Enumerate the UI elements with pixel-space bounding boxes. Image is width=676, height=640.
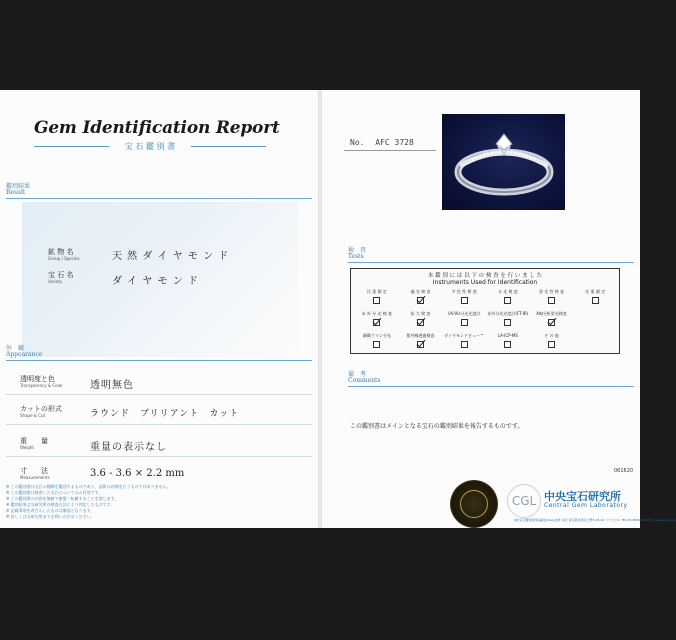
- instrument-cell: [442, 289, 486, 307]
- instrument-label: 拡 大 検 査: [410, 311, 431, 316]
- appearance-row-label: 寸 法: [20, 467, 48, 475]
- instrument-cell: [399, 333, 443, 351]
- appearance-row-label: 重 量: [20, 437, 48, 445]
- lab-address: (株)宝石鑑別団体協議会(AGL)会員 本社 東京都台東区上野5-15-14 ミヤビビル TEL.03-3836-1627(代) www.cgl.co.jp: [514, 518, 676, 522]
- comments-label-jp: 備 考: [348, 371, 367, 378]
- instrument-cell: [486, 311, 530, 329]
- checked-checkbox: [417, 319, 424, 326]
- instrument-label: 比 重 測 定: [585, 289, 606, 294]
- empty-checkbox: [504, 341, 511, 348]
- instrument-label: LA-ICP-MS: [497, 333, 518, 338]
- ring-photo: [442, 114, 565, 210]
- instrument-cell: [399, 311, 443, 329]
- instrument-label: 多 色 性 検 査: [451, 289, 477, 294]
- instrument-label: そ の 他: [544, 333, 559, 338]
- variety-value: ダ イ ヤ モ ン ド: [112, 276, 199, 287]
- result-label-jp: 鑑別結果: [6, 183, 31, 190]
- empty-checkbox: [548, 341, 555, 348]
- instruments-table: [350, 268, 620, 354]
- variety-label: 宝 石 名: [48, 271, 74, 279]
- report-subtitle: 宝 石 鑑 別 書: [34, 141, 266, 152]
- comments-label-en: Comments: [348, 377, 381, 384]
- variety-sub: Variety: [48, 279, 63, 284]
- transparency-value: 透明無色: [90, 380, 134, 391]
- empty-checkbox: [504, 297, 511, 304]
- note: ※ 記載事項を改ざんしたものは無効となります。: [6, 508, 95, 513]
- checked-checkbox: [417, 297, 424, 304]
- comments-divider: [348, 386, 634, 387]
- instrument-label: [573, 311, 617, 317]
- instrument-label: 赤外分光光度計(FT-IR): [487, 311, 529, 316]
- empty-checkbox: [373, 297, 380, 304]
- note: ※ この鑑別書の内容を無断で複製・転載することを禁じます。: [6, 496, 119, 501]
- report-title: Gem Identification Report: [34, 118, 280, 138]
- comment-text: この鑑別書はメインとなる宝石の鑑別結果を報告するものです。: [350, 423, 524, 430]
- instrument-cell: [355, 333, 399, 351]
- row-divider: [6, 456, 312, 457]
- checked-checkbox: [373, 319, 380, 326]
- appearance-row-sub: Transparency & Color: [20, 383, 63, 388]
- empty-checkbox: [504, 319, 511, 326]
- checked-checkbox: [548, 319, 555, 326]
- instrument-label: 偏 光 検 査: [410, 289, 431, 294]
- appearance-divider: [6, 360, 312, 361]
- note: ※ 詳しくは当研究所までお問い合わせください。: [6, 514, 95, 519]
- note: ※ この鑑別書は宝石の種類を鑑別するものであり、品質の評価を行うものではありません。: [6, 484, 171, 489]
- empty-checkbox: [461, 319, 468, 326]
- instrument-cell: [573, 333, 617, 351]
- instrument-label: 比 重 測 定: [366, 289, 387, 294]
- instrument-cell: [355, 289, 399, 307]
- empty-checkbox: [592, 297, 599, 304]
- appearance-row-sub: Weight: [20, 445, 34, 450]
- appearance-row-sub: Shape & Cut: [20, 413, 46, 418]
- empty-checkbox: [548, 297, 555, 304]
- appearance-label-en: Appearance: [6, 351, 43, 358]
- instrument-cell: [486, 333, 530, 351]
- note: ※ 鑑別結果は当研究所の検査方法により判定したものです。: [6, 502, 115, 507]
- note: ※ この鑑別書は検査した宝石についてのみ有効です。: [6, 490, 103, 495]
- instrument-label: 蛍 光 性 検 査: [538, 289, 565, 294]
- lab-name-en: Central Gem Laboratory: [544, 502, 628, 509]
- report-number-prefix: No.: [350, 138, 365, 147]
- instrument-cell: [399, 289, 443, 307]
- appearance-label-jp: 外 観: [6, 345, 25, 352]
- instrument-label: 顕微ラマン分光: [362, 333, 391, 338]
- weight-value: 重量の表示なし: [90, 442, 167, 453]
- serial-number: 061620: [614, 468, 634, 474]
- instrument-label: 赤 外 分 光 検 査: [361, 311, 392, 316]
- instrument-cell: [573, 311, 617, 329]
- instrument-label: X線分析蛍光検査: [536, 311, 567, 316]
- cgl-logo: CGL: [507, 484, 541, 518]
- empty-checkbox: [373, 341, 380, 348]
- right-page: [322, 90, 676, 528]
- row-divider: [6, 424, 312, 425]
- report-number-underline: [344, 150, 436, 151]
- instrument-label: ダイヤモンドビュー™: [444, 333, 485, 338]
- empty-checkbox: [461, 297, 468, 304]
- species-sub: Group / Species: [48, 256, 80, 261]
- result-label-en: Result: [6, 189, 26, 196]
- instruments-title-en: Instruments Used for Identification: [432, 279, 538, 286]
- instrument-label: UV-Vis分光光度計: [447, 311, 481, 316]
- instrument-label: 紫外線透過検査: [406, 333, 435, 338]
- instrument-cell: [442, 333, 486, 351]
- cut-value: ラウンド ブリリアント カット: [90, 409, 240, 419]
- tests-divider: [348, 262, 634, 263]
- instrument-cell: [442, 311, 486, 329]
- result-divider: [6, 198, 312, 199]
- report-number: [350, 138, 414, 147]
- instrument-cell: [573, 289, 617, 307]
- instrument-cell: [486, 289, 530, 307]
- lab-name-jp: 中央宝石研究所: [544, 490, 621, 503]
- page-fold: [318, 90, 322, 528]
- tests-label-jp: 検 査: [348, 247, 367, 254]
- instruments-grid: [355, 289, 617, 351]
- instrument-label: [573, 333, 617, 339]
- report-number-value: AFC 3728: [375, 138, 414, 147]
- appearance-row-sub: Measurements: [20, 475, 50, 480]
- instrument-cell: [530, 289, 574, 307]
- checked-checkbox: [417, 341, 424, 348]
- measurements-value: 3.6 - 3.6 × 2.2 mm: [90, 468, 185, 479]
- seal-ring: [460, 490, 488, 518]
- instrument-cell: [355, 311, 399, 329]
- empty-checkbox: [461, 341, 468, 348]
- ring-illustration: [442, 114, 565, 210]
- instrument-label: 分 光 検 査: [497, 289, 518, 294]
- appearance-row-label: カットの形式: [20, 405, 62, 413]
- instrument-cell: [530, 311, 574, 329]
- instruments-title-jp: 本 鑑 別 に は 以 下 の 検 査 を 行 い ま し た: [427, 273, 543, 279]
- row-divider: [6, 394, 312, 395]
- species-label: 鉱 物 名: [48, 248, 74, 256]
- disclaimer-notes: [6, 484, 306, 520]
- gold-seal: [450, 480, 498, 528]
- instrument-cell: [530, 333, 574, 351]
- tests-label-en: Tests: [348, 253, 364, 260]
- appearance-row-label: 透明度と色: [20, 375, 55, 383]
- left-page: [0, 90, 318, 528]
- species-value: 天 然 ダ イ ヤ モ ン ド: [112, 251, 230, 262]
